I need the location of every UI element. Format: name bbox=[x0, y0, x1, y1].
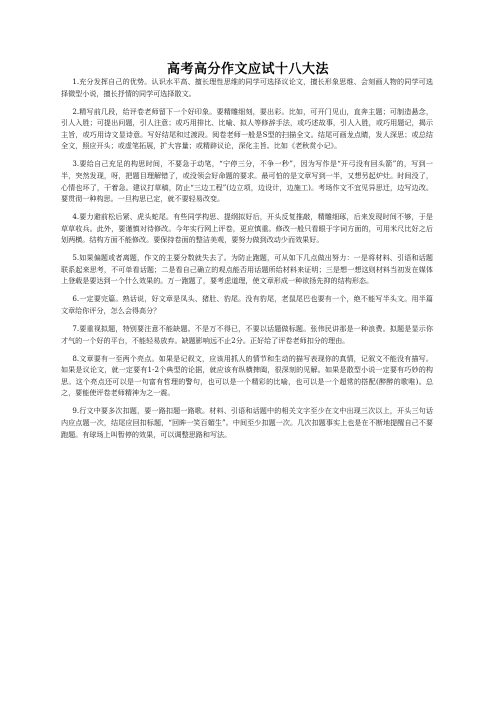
paragraph: 7.要重视拟题，特别要注意不能缺题。不是万不得已，不要以话题做标题。张伟民讲那是一种浪费。拟题是显示你才气的一个好的平台，不能轻易放弃。缺题影响远不止2分。正好给了评卷老师扣分的理由。 bbox=[61, 324, 433, 345]
document-body bbox=[61, 76, 433, 447]
paragraph: 9.行文中要多次扣题，要一路扣题一路歌。材料、引语和话题中的相关文字至少在文中出现三次以上，开头三句话内应点题一次，结尾应回扣标题，“回眸一笑百媚生”。中间至少扣题一次。几次扣题事实上也是在不断地提醒自己不要跑题。有球场上叫暂停的效果，可以调整思路和写法。 bbox=[61, 406, 433, 439]
paragraph: 2.精写前几段，给评卷老师留下一个好印象。要精雕细刻，要出彩。比如，可开门见山，直奔主题；可制造悬念，引人入胜；可提出问题，引人注意；或巧用排比、比喻、拟人等修辞手法，或巧述故事，引人入胜，或巧用题记，揭示主旨，或巧用诗文显诗意。写好结尾和过渡段。阅卷老师一般是S型的扫描全文。结尾可画龙点睛，发人深思；或总结全文，照应开头；或虚笔拓展，扩大容量；或精辟议论，深化主旨。比如《老秋赏小记》。 bbox=[61, 106, 433, 151]
document-title: 高考高分作文应试十八大法 bbox=[166, 62, 329, 77]
paragraph: 6.一定要完篇。熟话说，好文章是凤头、猪肚、豹尾。没有豹尾，老鼠尾巴也要有一个，绝不能写半头文。用半篇文章给你评分，怎么会得高分？ bbox=[61, 294, 433, 316]
paragraph: 3.要给自己充足的构思时间，不要急于动笔，“宁停三分，不争一秒”，因为写作是“开弓没有回头箭”的，写到一半，突然发现，呀，把题目理解错了，或没领会好命题的要求。最可怕的是文章写到一半，又想另起炉灶。时间没了，心情也坏了，干着急。建议打草稿，防止“三边工程”(边立项，边设计，边施工)。考场作文不宜见异思迁，边写边改。要贯彻一种构思。一旦构思已定，就不要轻易改变。 bbox=[61, 159, 433, 204]
paragraph: 8.文章要有一至两个亮点。如果是记叙文，应该用抓人的情节和生动的描写表现你的真情，记叙文不能没有描写。如果是议论文，就一定要有1-2个典型的论据，就应该有纵横捭阖，很深刻的见解。如果是散型小说一定要有巧妙的构思。这个亮点还可以是一句富有哲理的警句，也可以是一个精彩的比喻，也可以是一个超常的搭配(醉醉的歌唯)。总之，要能使评卷老师精神为之一震。 bbox=[61, 353, 433, 398]
paragraph: 5.如果偏题或者离题，作文的主要分数就失去了。为防止跑题，可从如下几点做出努力：一是将材料、引语和话题联系起来思考，不可单看话题；二是看自己确立的观点能否用话题所给材料来证明；三是想一想这则材料当初发在媒体上登载是要达到一个什么效果的。万一跑题了，要考虑道理，使文章形成一种欲扬先抑的结构形态。 bbox=[61, 253, 433, 286]
paragraph: 4.要力避前松后紧、虎头蛇尾。有些同学构思、提纲拟好后，开头反复推敲，精雕细琢，后来发现时间不够，于是草草收兵。此外，要谨慎对待修改。今年实行网上评卷，更应慎重。修改一般只看眼于字词方面的，可用米尺比好之后划两横。结构方面不能修改。要保持卷面的整洁美观，要努力做到改动少而效果好。 bbox=[61, 212, 433, 245]
paragraph: 1.充分发挥自己的优势。认识水平高、擅长理性思维的同学可选择议论文，擅长形象思维、会刻画人物的同学可选择微型小说，擅长抒情的同学可选择散文。 bbox=[61, 77, 433, 98]
